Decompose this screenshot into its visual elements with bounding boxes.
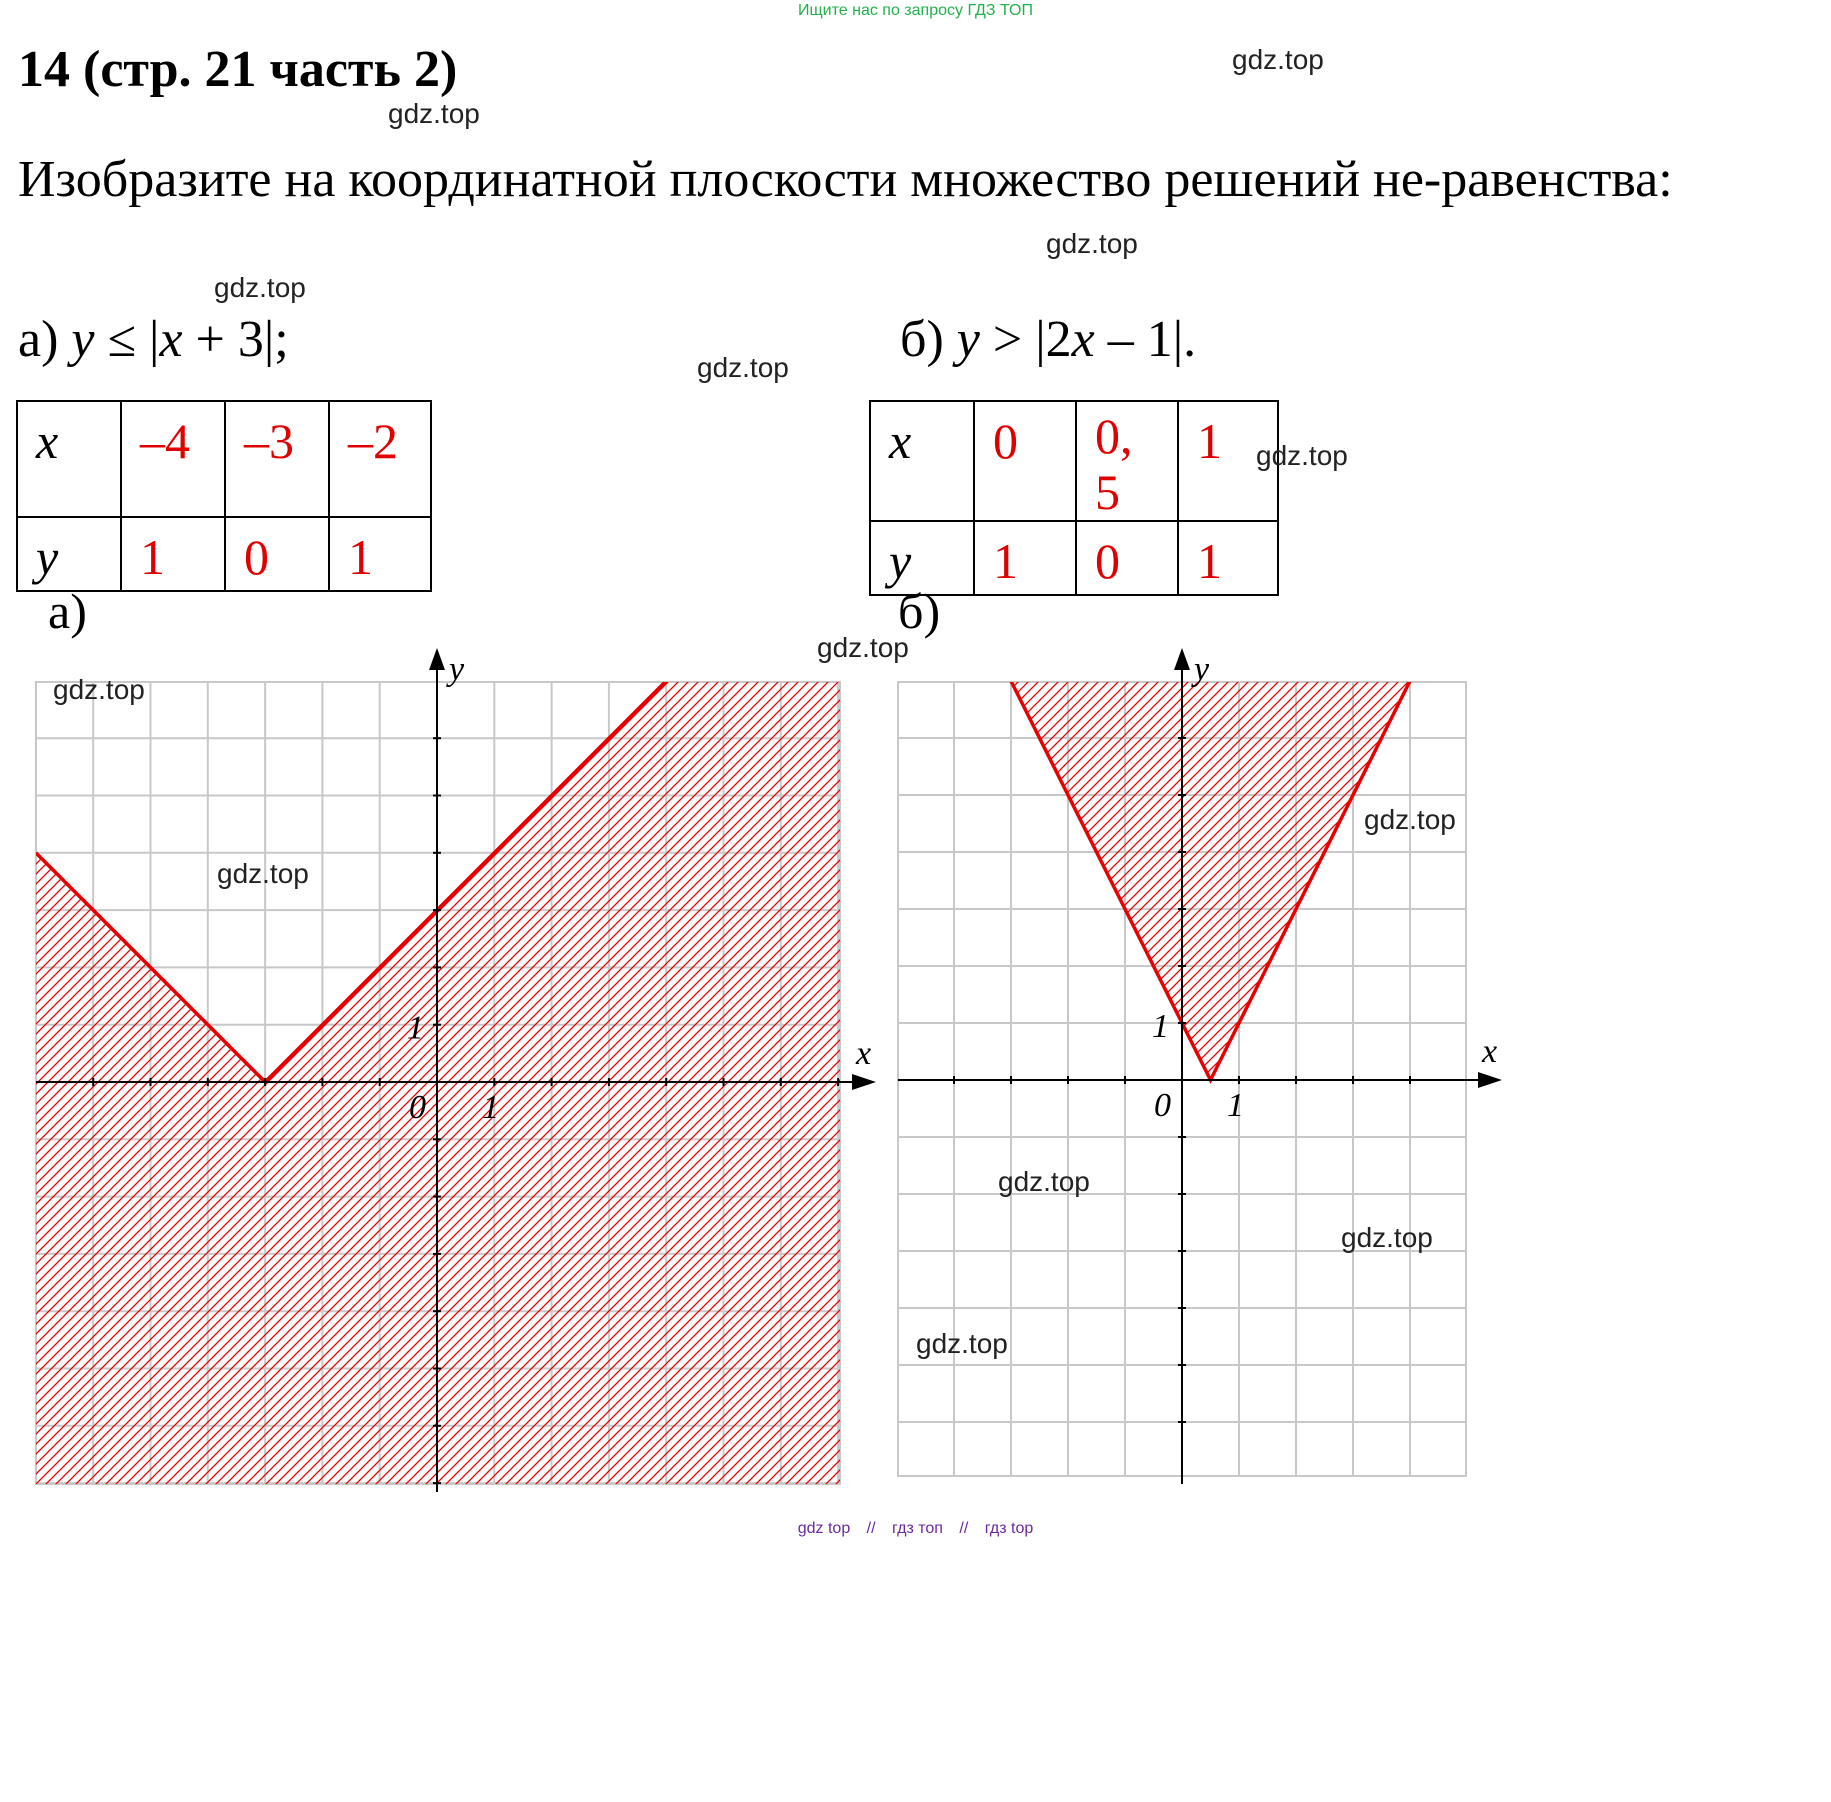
footer-separator: // [959,1520,969,1537]
footer-link[interactable]: гдз top [984,1520,1034,1537]
x-axis-label: x [856,1035,872,1072]
watermark: gdz.top [697,352,789,383]
y-axis-arrow [1174,648,1190,670]
footer-links [0,1520,1831,1538]
watermark: gdz.top [1364,804,1456,835]
plot-a-label: а) [48,583,87,639]
watermark: gdz.top [1256,440,1348,471]
table-b-x-header: x [870,401,974,521]
footer-link[interactable]: гдз топ [892,1520,943,1537]
watermark: gdz.top [916,1328,1008,1359]
watermark: gdz.top [53,674,145,705]
y-axis-arrow [429,648,445,670]
x-axis-arrow [852,1074,876,1090]
table-a-y-cell: 1 [329,517,431,591]
table-a-x-cell: –4 [121,401,225,517]
task-text: Изобразите на координатной плоскости множество решений не-равенства: [18,151,1673,208]
table-b-x-cell: 0 [974,401,1076,521]
watermark: gdz.top [214,272,306,303]
y-axis-label: y [1194,651,1210,688]
table-a-x-cell: –2 [329,401,431,517]
footer-separator: // [866,1520,876,1537]
watermark: gdz.top [1341,1222,1433,1253]
watermark: gdz.top [388,98,480,129]
watermark: gdz.top [217,858,309,889]
x-unit-label: 1 [482,1089,500,1126]
footer-link[interactable]: gdz top [797,1520,851,1537]
x-axis-arrow [1478,1072,1502,1088]
table-a-y-cell: 0 [225,517,329,591]
x-unit-label: 1 [1227,1087,1244,1124]
watermark: gdz.top [1046,228,1138,259]
table-b-y-header: y [870,521,974,595]
plot-b-label: б) [898,583,941,639]
watermark: gdz.top [998,1166,1090,1197]
shaded-solution-region [1011,632,1410,1080]
inequality-b: б) y > |2x – 1|. [900,311,1197,368]
table-b-y-cell: 1 [1178,521,1278,595]
table-b-y-cell: 0 [1076,521,1178,595]
watermark: gdz.top [817,632,909,663]
search-banner[interactable]: Ищите нас по запросу ГДЗ ТОП [798,2,1033,19]
origin-label: 0 [409,1089,426,1126]
x-axis-label: x [1482,1033,1498,1070]
table-b-y-cell: 1 [974,521,1076,595]
table-b-x-cell: 0, 5 [1076,401,1178,521]
task-heading: 14 (стр. 21 часть 2) [18,41,458,98]
table-a-y-cell: 1 [121,517,225,591]
table-a-x-header: x [17,401,121,517]
y-unit-label: 1 [1152,1008,1169,1045]
inequality-a: а) y ≤ |x + 3|; [18,311,289,368]
y-unit-label: 1 [407,1009,424,1047]
origin-label: 0 [1154,1087,1171,1124]
table-a-x-cell: –3 [225,401,329,517]
y-axis-label: y [449,651,465,688]
table-a-y-header: y [17,517,121,591]
table-b-x-cell: 1 [1178,401,1278,521]
watermark: gdz.top [1232,44,1324,75]
